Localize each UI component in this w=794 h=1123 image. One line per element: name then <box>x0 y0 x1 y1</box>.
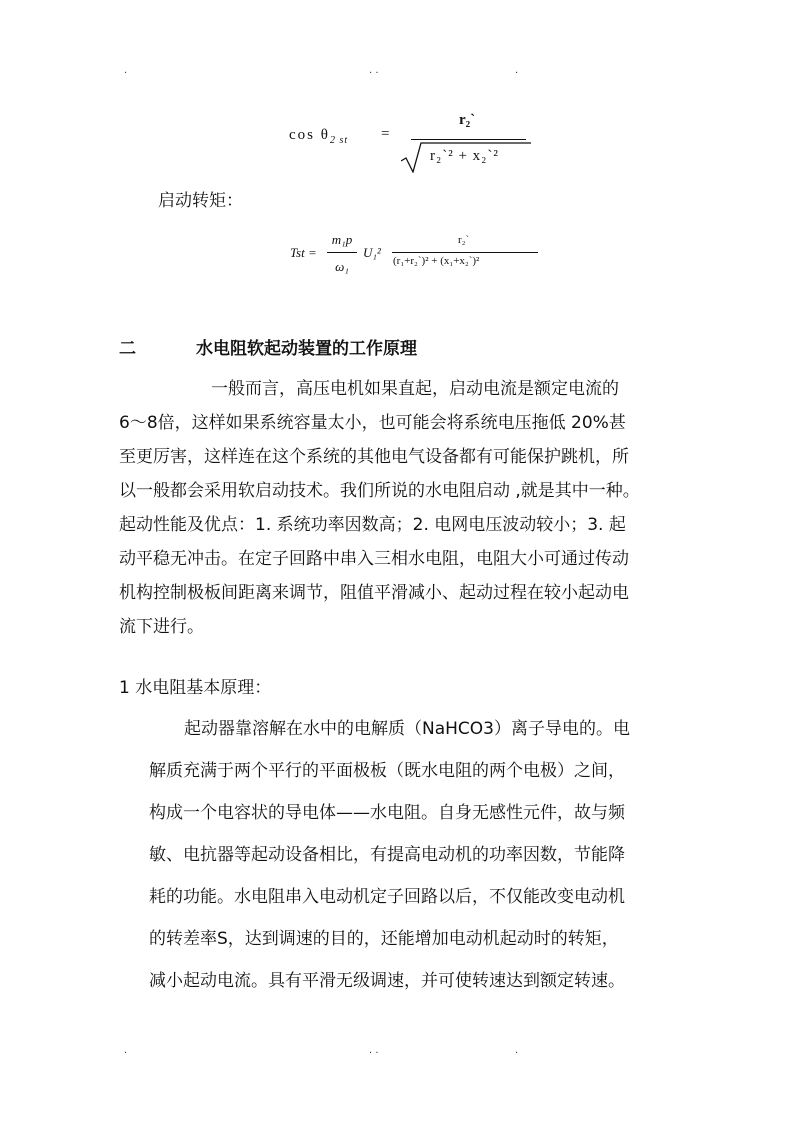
formula-lhs: Tst = <box>290 245 317 260</box>
page-mark: . <box>515 65 519 76</box>
voltage-term: U₁² <box>363 245 381 260</box>
formula-equals: = <box>381 126 390 142</box>
formula-lhs-subscript: 2 st <box>329 135 349 146</box>
paragraph-line: 减小起动电流。具有平滑无级调速，并可使转速达到额定转速。 <box>149 971 625 991</box>
paragraph-line: 的转差率S，达到调速的目的，还能增加电动机起动时的转矩， <box>149 929 619 949</box>
paragraph-line: 至更厉害，这样连在这个系统的其他电气设备都有可能保护跳机，所 <box>119 447 629 467</box>
fraction-bar <box>392 252 538 253</box>
starting-torque-formula <box>290 232 550 282</box>
page-mark: . <box>515 1045 519 1056</box>
torque-label: 启动转矩： <box>158 191 243 211</box>
formula-numerator: r₂` <box>459 112 476 128</box>
page-mark: . . <box>369 65 379 76</box>
paragraph-line: 以一般都会采用软启动技术。我们所说的水电阻启动 ,就是其中一种。 <box>119 481 640 501</box>
paragraph-line: 构成一个电容状的导电体——水电阻。自身无感性元件，故与频 <box>149 803 625 823</box>
fraction-bar <box>411 139 526 140</box>
paragraph-intro <box>119 374 640 646</box>
paragraph-line: 流下进行。 <box>119 617 204 637</box>
section-title: 水电阻软起动装置的工作原理 <box>196 339 417 359</box>
formula-denominator: (r₁+r₂`)² + (x₁+x₂`)² <box>393 255 480 267</box>
paragraph-line: 一般而言，高压电机如果直起，启动电流是额定电流的 <box>211 379 619 399</box>
paragraph-line: 起动性能及优点：1. 系统功率因数高；2. 电网电压波动较小；3. 起 <box>119 515 626 535</box>
page-mark: . <box>124 65 128 76</box>
paragraph-line: 敏、电抗器等起动设备相比，有提高电动机的功率因数，节能降 <box>149 845 625 865</box>
formula-lhs: cos θ <box>289 127 330 143</box>
coefficient-denominator: ω₁ <box>335 259 349 274</box>
section-number: 二 <box>119 339 136 359</box>
paragraph-line: 动平稳无冲击。在定子回路中串入三相水电阻，电阻大小可通过传动 <box>119 549 629 569</box>
formula-denominator: r₂`² + x₂`² <box>430 148 499 164</box>
fraction-bar <box>327 252 357 253</box>
coefficient-numerator: m₁p <box>331 232 353 247</box>
subheading: 1 水电阻基本原理： <box>119 678 272 698</box>
paragraph-line: 耗的功能。水电阻串入电动机定子回路以后，不仅能改变电动机 <box>149 887 625 907</box>
paragraph-line: 6～8倍，这样如果系统容量太小，也可能会将系统电压拖低 20%甚 <box>119 413 626 433</box>
page-mark: . <box>124 1045 128 1056</box>
paragraph-line: 机构控制极板间距离来调节，阻值平滑减小、起动过程在较小起动电 <box>119 583 629 603</box>
power-factor-formula <box>289 108 549 178</box>
paragraph-line: 解质充满于两个平行的平面极板（既水电阻的两个电极）之间， <box>149 761 625 781</box>
paragraph-principle <box>149 708 679 1002</box>
page-mark: . . <box>369 1045 379 1056</box>
paragraph-line: 起动器靠溶解在水中的电解质（NaHCO3）离子导电的。电 <box>184 719 630 739</box>
formula-numerator: r₂` <box>458 234 470 246</box>
